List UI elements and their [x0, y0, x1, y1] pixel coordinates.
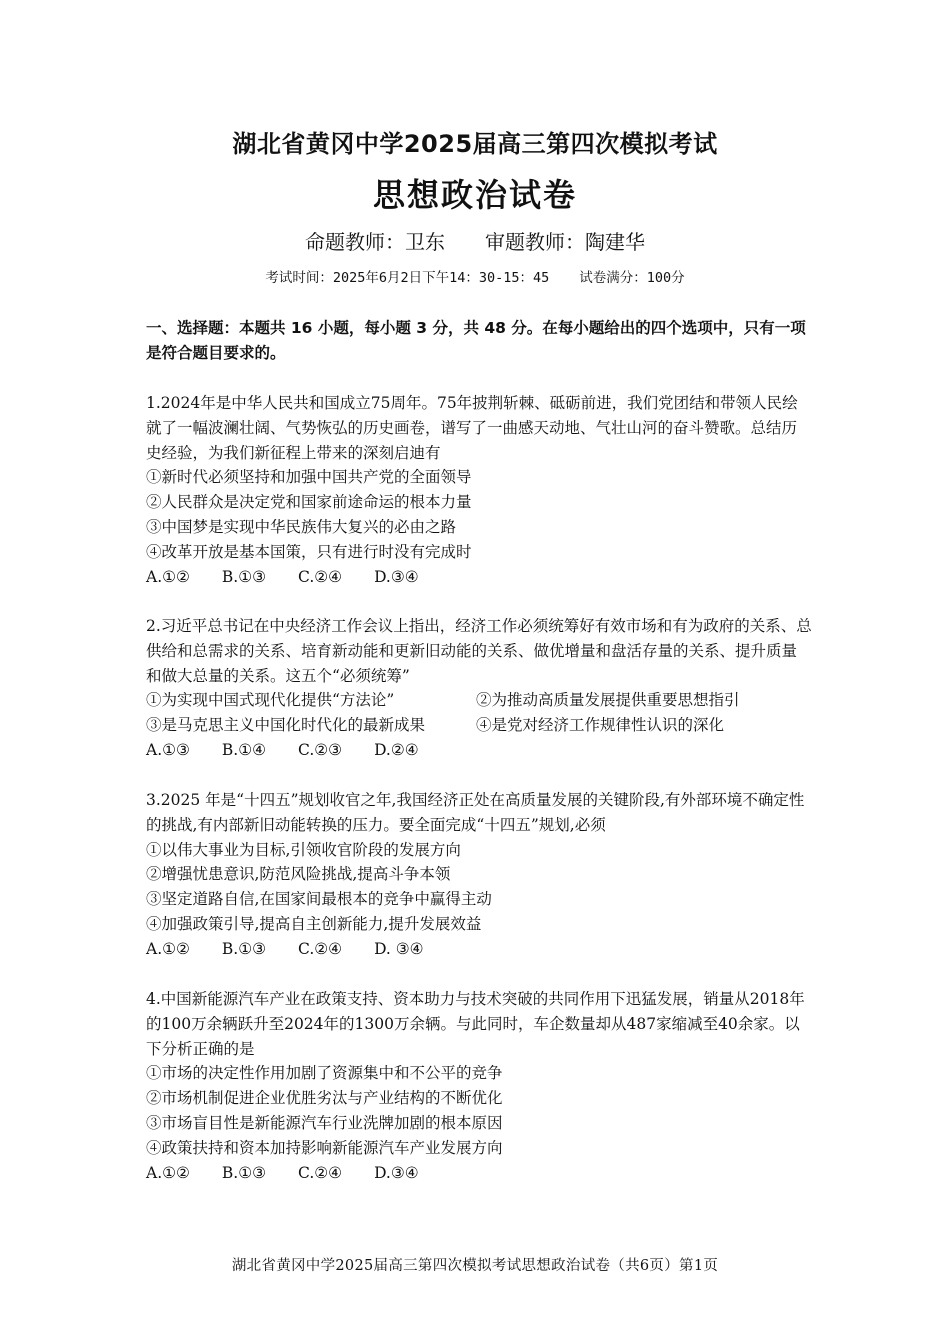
option: ②人民群众是决定党和国家前途命运的根本力量 [146, 493, 472, 512]
option: ③坚定道路自信,在国家间最根本的竞争中赢得主动 [146, 890, 492, 909]
answer-choice: D. ③④ [374, 939, 424, 958]
question-2 [146, 614, 812, 763]
subject-title: 思想政治试卷 [372, 176, 577, 214]
answer-choice: A.①② [146, 567, 190, 586]
answer-choices [146, 565, 812, 590]
question-3 [146, 788, 812, 962]
answer-choices [146, 937, 812, 962]
answer-choice: A.①② [146, 1163, 190, 1182]
option: ④改革开放是基本国策，只有进行时没有完成时 [146, 542, 472, 561]
option: ③是马克思主义中国化时代化的最新成果 [146, 716, 426, 735]
page-footer: 湖北省黄冈中学2025届高三第四次模拟考试思想政治试卷（共6页）第1页 [231, 1258, 719, 1274]
answer-choice: C.②④ [298, 939, 343, 958]
option: ②增强忧患意识,防范风险挑战,提高斗争本领 [146, 865, 451, 884]
option: ③中国梦是实现中华民族伟大复兴的必由之路 [146, 517, 457, 536]
answer-choice: D.③④ [374, 567, 419, 586]
answer-choice: A.①② [146, 939, 190, 958]
answer-choice: D.③④ [374, 1163, 419, 1182]
answer-choice: A.①③ [146, 740, 190, 759]
question-stem: 4.中国新能源汽车产业在政策支持、资本助力与技术突破的共同作用下迅猛发展，销量从2018年的100万余辆跃升至2024年的1300万余辆。与此同时，车企数量却从487家缩减至40余家。以下分析正确的是 [146, 990, 805, 1058]
option: ④政策扶持和资本加持影响新能源汽车产业发展方向 [146, 1138, 503, 1157]
answer-choice: C.②④ [298, 1163, 343, 1182]
full-score: 试卷满分：100分 [579, 270, 685, 286]
exam-time: 考试时间：2025年6月2日下午14：30-15：45 [265, 270, 550, 286]
answer-choice: C.②④ [298, 567, 343, 586]
option: ④加强政策引导,提高自主创新能力,提升发展效益 [146, 914, 482, 933]
option: ①为实现中国式现代化提供“方法论” [146, 691, 395, 710]
answer-choices [146, 1161, 812, 1186]
option: ①新时代必须坚持和加强中国共产党的全面领导 [146, 468, 472, 487]
option: ②为推动高质量发展提供重要思想指引 [476, 691, 740, 710]
question-stem: 3.2025 年是“十四五”规划收官之年,我国经济正处在高质量发展的关键阶段,有外部环境不确定性的挑战,有内部新旧动能转换的压力。要全面完成“十四五”规划,必须 [146, 791, 805, 834]
answer-choices [146, 738, 812, 763]
option: ①市场的决定性作用加剧了资源集中和不公平的竞争 [146, 1064, 503, 1083]
exam-title: 湖北省黄冈中学2025届高三第四次模拟考试 [232, 130, 718, 158]
answer-choice: C.②③ [298, 740, 343, 759]
answer-choice: B.①③ [221, 939, 267, 958]
option: ④是党对经济工作规律性认识的深化 [476, 716, 725, 735]
question-4 [146, 987, 812, 1185]
answer-choice: D.②④ [374, 740, 419, 759]
section-heading: 一、选择题：本题共 16 小题，每小题 3 分，共 48 分。在每小题给出的四个选项中，只有一项是符合题目要求的。 [146, 319, 806, 362]
teachers-line [0, 226, 950, 255]
option: ①以伟大事业为目标,引领收官阶段的发展方向 [146, 840, 461, 859]
option: ②市场机制促进企业优胜劣汰与产业结构的不断优化 [146, 1089, 503, 1108]
question-stem: 1.2024年是中华人民共和国成立75周年。75年披荆斩棘、砥砺前进，我们党团结和带领人民绘就了一幅波澜壮阔、气势恢弘的历史画卷，谱写了一曲感天动地、气壮山河的奋斗赞歌。总结历史经验，为我们新征程上带来的深刻启迪有 [146, 394, 798, 462]
reviewer-teacher: 审题教师：陶建华 [485, 230, 645, 254]
setter-teacher: 命题教师：卫东 [305, 230, 445, 254]
question-1 [146, 391, 812, 589]
answer-choice: B.①③ [221, 1163, 267, 1182]
answer-choice: B.①④ [221, 740, 267, 759]
answer-choice: B.①③ [221, 567, 267, 586]
exam-info [0, 266, 950, 286]
question-stem: 2.习近平总书记在中央经济工作会议上指出，经济工作必须统筹好有效市场和有为政府的关系、总供给和总需求的关系、培育新动能和更新旧动能的关系、做优增量和盘活存量的关系、提升质量和做大总量的关系。这五个“必须统筹” [146, 617, 812, 685]
option: ③市场盲目性是新能源汽车行业洗牌加剧的根本原因 [146, 1113, 503, 1132]
